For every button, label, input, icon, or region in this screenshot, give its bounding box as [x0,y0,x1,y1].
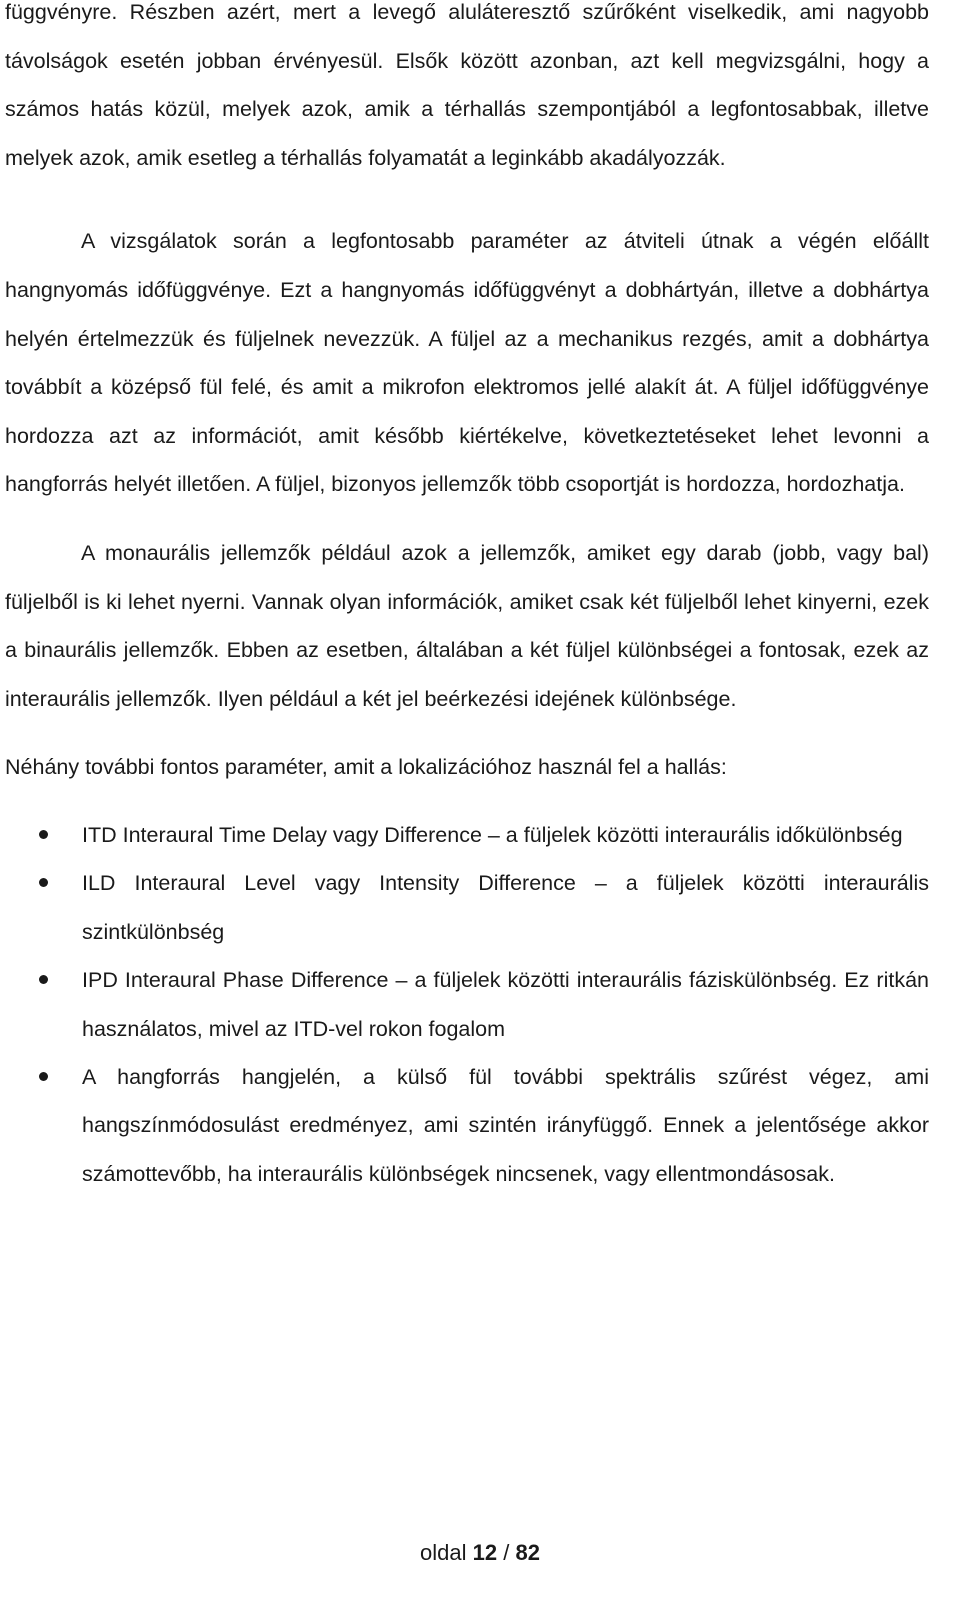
page-number-footer [0,1533,960,1573]
page-label: oldal [420,1540,467,1565]
parameter-list [5,811,929,1198]
list-item-text: ILD Interaural Level vagy Intensity Difference – a füljelek közötti interaurális szintkülönbség [82,871,929,944]
current-page-number: 12 [472,1540,498,1565]
list-item-text: ITD Interaural Time Delay vagy Difference – a füljelek közötti interaurális időkülönbség [82,822,903,847]
total-page-count: 82 [515,1540,540,1565]
bullet-icon [39,975,48,984]
paragraph-parameter-intro: Néhány további fontos paraméter, amit a lokalizációhoz használ fel a hallás: [5,755,727,780]
list-item-text: IPD Interaural Phase Difference – a füljelek közötti interaurális fáziskülönbség. Ez ritkán használatos, mivel az ITD-vel rokon fogalom [82,968,929,1041]
page-body [5,0,929,1198]
bullet-icon [39,878,48,887]
paragraph-intro: függvényre. Részben azért, mert a levegő aluláteresztő szűrőként viselkedik, ami nagyobb távolságok esetén jobban érvényesül. Elsők között azonban, azt kell megvizsgálni, hogy a számos hatás közül, melyek azok, amik a térhallás szempontjából a legfontosabbak, illetve melyek azok, amik esetleg a térhallás folyamatát a leginkább akadályozzák. [5,0,929,170]
paragraph-monauralis: A monaurális jellemzők például azok a jellemzők, amiket egy darab (jobb, vagy bal) füljelből is ki lehet nyerni. Vannak olyan információk, amiket csak két füljelből lehet kinyerni, ezek a binaurális jellemzők. Ebben az esetben, általában a két füljel különbségei a fontosak, ezek az interaurális jellemzők. Ilyen például a két jel beérkezési idejének különbsége. [5,540,929,711]
bullet-icon [39,830,48,839]
paragraph-fuljel: A vizsgálatok során a legfontosabb paraméter az átviteli útnak a végén előállt hangnyomás időfüggvénye. Ezt a hangnyomás időfüggvényt a dobhártyán, illetve a dobhártya helyén értelmezzük és füljelnek nevezzük. A füljel az a mechanikus rezgés, amit a dobhártya továbbít a középső fül felé, és amit a mikrofon elektromos jellé alakít át. A füljel időfüggvénye hordozza azt az információt, amit később kiértékelve, következtetéseket lehet levonni a hangforrás helyét illetően. A füljel, bizonyos jellemzők több csoportját is hordozza, hordozhatja. [5,229,929,497]
list-item-spectral [5,1053,929,1198]
bullet-icon [39,1072,48,1081]
list-item-text: A hangforrás hangjelén, a külső fül további spektrális szűrést végez, ami hangszínmódosulást eredményez, ami szintén irányfüggő. Ennek a jelentősége akkor számottevőbb, ha interaurális különbségek nincsenek, vagy ellentmondásosak. [82,1064,929,1186]
list-item-ild [5,859,929,956]
list-item-itd [5,811,929,859]
list-item-ipd [5,956,929,1053]
page-separator: / [503,1540,510,1565]
